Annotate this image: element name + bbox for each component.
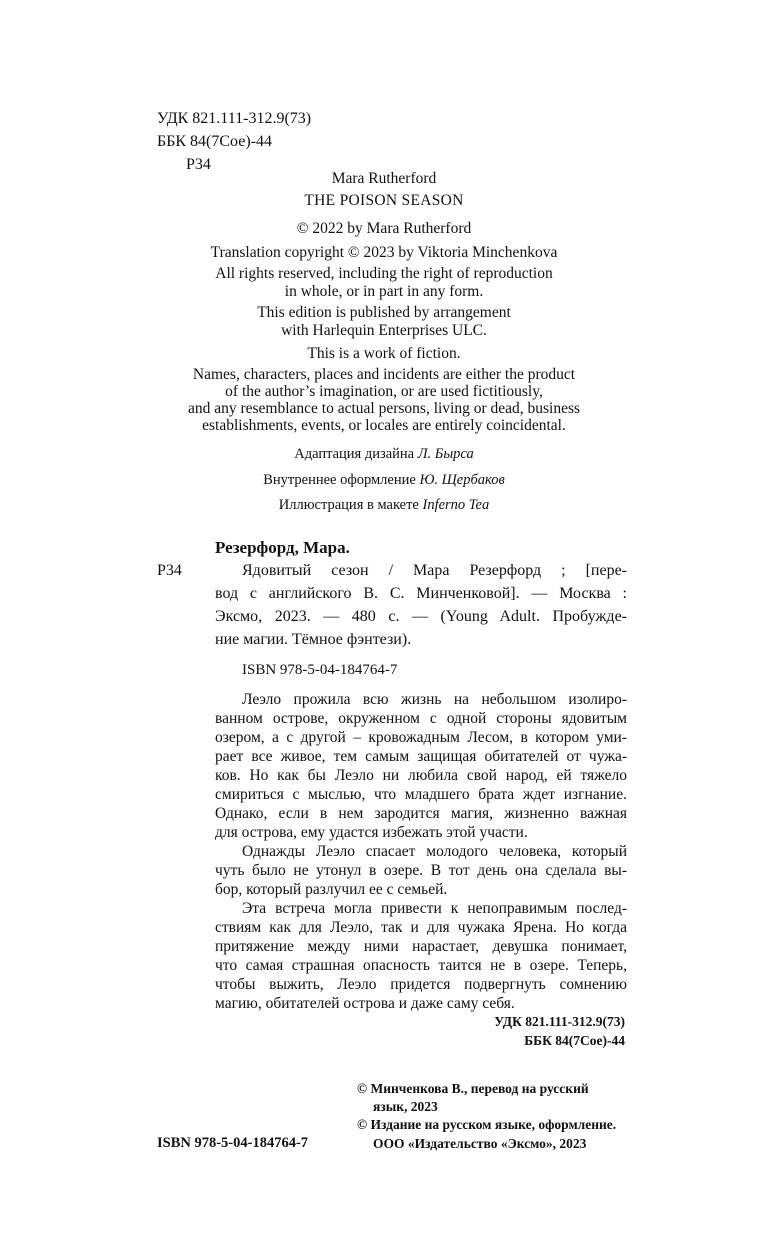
disclaimer-line-1: Names, characters, places and incidents are either the product — [192, 366, 576, 383]
annotation-line: для острова, ему удастся избежать этой участи. — [215, 824, 528, 841]
annotation-line: Эта встреча могла привести к непоправимым послед- — [242, 900, 627, 917]
annotation-line: Однако, если в нем зародится магия, жизненно важная — [215, 805, 627, 822]
edition-copyright-ru-1: © Издание на русском языке, оформление. — [357, 1117, 617, 1132]
record-isbn: ISBN 978-5-04-184764-7 — [242, 662, 398, 678]
footer-isbn: ISBN 978-5-04-184764-7 — [157, 1135, 309, 1151]
rights-line-1: All rights reserved, including the right of reproduction — [215, 265, 553, 282]
original-title: THE POISON SEASON — [304, 192, 464, 209]
annotation-line: бор, который разлучил ее с семьей. — [215, 881, 448, 898]
annotation-line: ствиям как для Леэло, так и для чужака Ярена. Но когда — [215, 919, 627, 936]
annotation-line: Леэло прожила всю жизнь на небольшом изолиро- — [242, 691, 627, 708]
annotation-line: ванном острове, окруженном с одной стороны ядовитым — [215, 710, 627, 727]
edition-line-2: with Harlequin Enterprises ULC. — [281, 322, 487, 339]
disclaimer-line-4: establishments, events, or locales are entirely coincidental. — [202, 417, 566, 434]
design-credit-name: Л. Бырса — [417, 446, 474, 462]
annotation-line: чтобы выжить, Леэло придется подвергнуть сомнению — [215, 976, 627, 993]
annotation-line: Однажды Леэло спасает молодого человека, который — [242, 843, 627, 860]
bbk-code: ББК 84(7Сое)-44 — [157, 133, 272, 150]
rights-line-2: in whole, or in part in any form. — [284, 283, 484, 300]
design-credit — [0, 446, 768, 463]
record-heading: Резерфорд, Мара. — [215, 538, 350, 557]
original-copyright: © 2022 by Mara Rutherford — [296, 220, 472, 237]
fiction-notice: This is a work of fiction. — [307, 345, 461, 362]
author-mark: Р34 — [186, 156, 211, 173]
translation-copyright-ru-1: © Минченкова В., перевод на русский — [357, 1081, 589, 1096]
udk-code: УДК 821.111-312.9(73) — [157, 110, 312, 127]
illustration-credit-name: Inferno Tea — [422, 497, 490, 513]
illustration-credit — [0, 497, 768, 514]
annotation-line: ков. Но как бы Леэло ни любила свой народ, ей тяжело — [215, 767, 627, 784]
annotation-line: что самая страшная опасность таится не в озере. Теперь, — [215, 957, 627, 974]
layout-credit — [0, 472, 768, 489]
annotation-line: магию, обитателей острова и даже саму себя. — [215, 995, 515, 1012]
design-credit-label: Адаптация дизайна — [294, 446, 418, 462]
record-line-2: вод с английского В. С. Минченковой]. — Москва : — [215, 585, 627, 602]
annotation-line: озером, а с другой – кровожадным Лесом, в котором уми- — [215, 729, 627, 746]
annotation-udk: УДК 821.111-312.9(73) — [494, 1014, 625, 1029]
original-author: Mara Rutherford — [331, 170, 437, 187]
annotation-bbk: ББК 84(7Сое)-44 — [524, 1033, 625, 1048]
record-line-4: ние магии. Тёмное фэнтези). — [215, 631, 412, 648]
disclaimer-line-2: of the author’s imagination, or are used fictitiously, — [225, 383, 543, 400]
annotation-line: смириться с мыслью, что младшего брата ждет изгнание. — [215, 786, 627, 803]
annotation-line: притяжение между ними нарастает, девушка понимает, — [215, 938, 627, 955]
layout-credit-label: Внутреннее оформление — [263, 472, 420, 488]
annotation-line: рает все живое, тем самым защищая обитателей от чужа- — [215, 748, 627, 765]
illustration-credit-label: Иллюстрация в макете — [278, 497, 423, 513]
layout-credit-name: Ю. Щербаков — [419, 472, 505, 488]
record-line-3: Эксмо, 2023. — 480 с. — (Young Adult. Пробужде- — [215, 608, 627, 625]
edition-line-1: This edition is published by arrangement — [257, 304, 511, 321]
record-line-1: Ядовитый сезон / Мара Резерфорд ; [пере- — [242, 562, 627, 579]
translation-copyright-ru-2: язык, 2023 — [373, 1099, 438, 1114]
edition-copyright-ru-2: ООО «Издательство «Эксмо», 2023 — [373, 1136, 587, 1151]
record-mark: Р34 — [157, 562, 182, 579]
translation-copyright: Translation copyright © 2023 by Viktoria Minchenkova — [210, 244, 558, 261]
disclaimer-line-3: and any resemblance to actual persons, living or dead, business — [187, 400, 581, 417]
annotation-line: чуть было не утонул в озере. В тот день она сделала вы- — [215, 862, 627, 879]
